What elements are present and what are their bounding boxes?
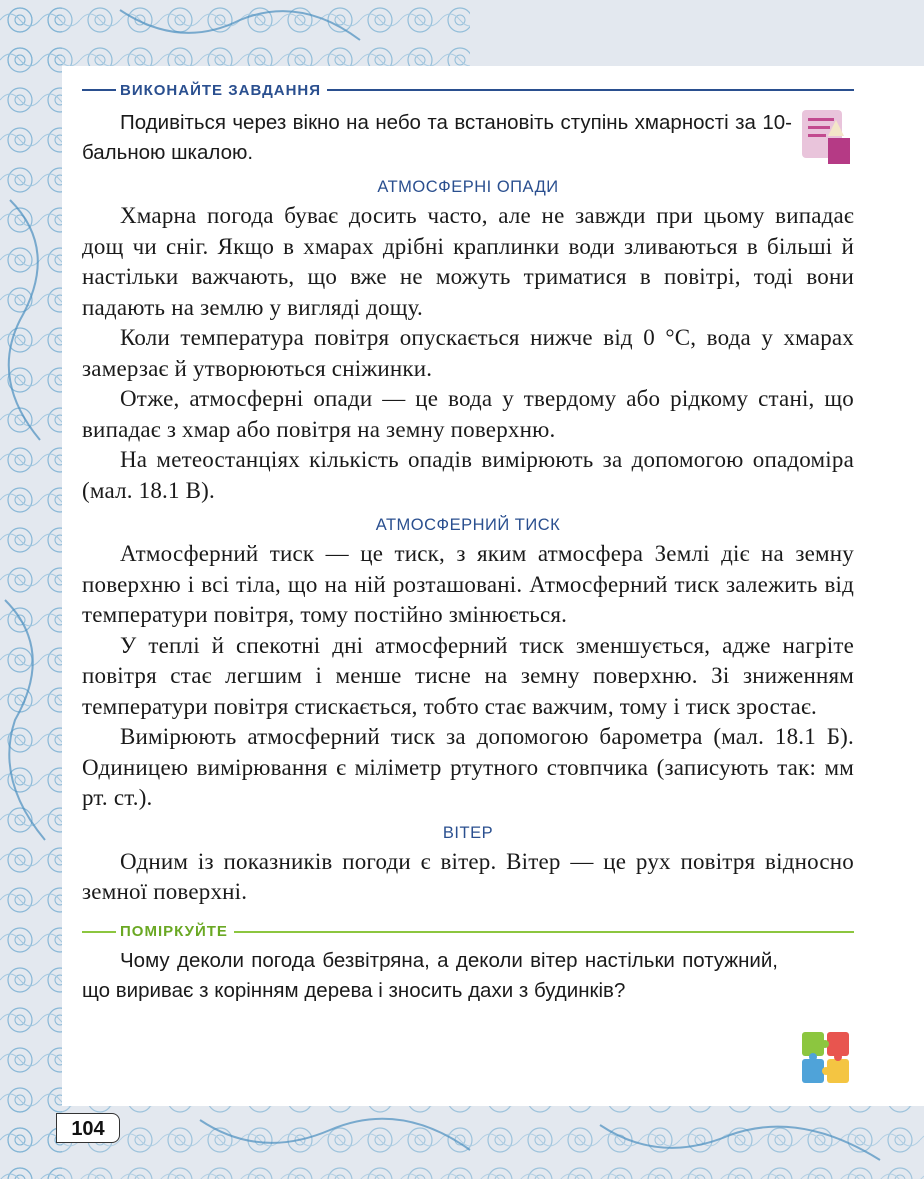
paragraph: У теплі й спекотні дні атмосферний тиск зменшується, адже нагріте повітря стає легшим і менше тисне на земну поверхню. Зі зниженням температури повітря стискається, тобто стає важчим, тому і тиск зростає.: [82, 632, 854, 719]
page-content: [82, 66, 854, 1006]
think-rule-left: [82, 931, 116, 933]
section-title-precipitation: АТМОСФЕРНІ ОПАДИ: [377, 178, 559, 196]
paragraph: Атмосферний тиск — це тиск, з яким атмосфера Землі діє на земну поверхню і всі тіла, що на ній розташовані. Атмосферний тиск залежить від температури повітря, тому постійно змінюється.: [82, 541, 854, 627]
think-header: [82, 922, 854, 942]
paragraph: Отже, атмосферні опади — це вода у твердому або рідкому стані, що випадає з хмар або повітря на земну поверхню.: [82, 386, 854, 442]
section-title-pressure: АТМОСФЕРНИЙ ТИСК: [375, 516, 561, 534]
section-title-wind: ВІТЕР: [442, 823, 494, 842]
puzzle-icon: [800, 1030, 852, 1086]
task-text: Подивіться через вікно на небо та встановіть ступінь хмарності за 10-бальною шкалою.: [82, 111, 792, 164]
task-rule-right: [327, 89, 854, 91]
page-number: 104: [56, 1113, 120, 1143]
think-rule-right: [234, 931, 854, 933]
paragraph: Вимірюють атмосферний тиск за допомогою барометра (мал. 18.1 Б). Одиницею вимірювання є міліметр ртутного стовпчика (записують так: мм рт. ст.).: [82, 724, 854, 810]
task-rule-left: [82, 89, 116, 91]
paragraph: Хмарна погода буває досить часто, але не завжди при цьому випадає дощ чи сніг. Якщо в хмарах дрібні краплинки води зливаються в більші й настільки важчають, що вже не можуть триматися в повітрі, тоді вони падають на землю у вигляді дощу.: [82, 203, 854, 320]
task-title: ВИКОНАЙТЕ ЗАВДАННЯ: [120, 81, 322, 99]
paragraph: Коли температура повітря опускається нижче від 0 °С, вода у хмарах замерзає й утворюються сніжинки.: [82, 325, 854, 381]
paragraph: На метеостанціях кількість опадів вимірюють за допомогою опадоміра (мал. 18.1 В).: [82, 447, 854, 503]
task-header: [82, 80, 854, 100]
think-title: ПОМІРКУЙТЕ: [120, 923, 228, 940]
paragraph: Одним із показників погоди є вітер. Вітер — це рух повітря відносно земної поверхні.: [82, 848, 854, 904]
task-pencil-icon: [800, 106, 854, 166]
think-text: Чому деколи погода безвітряна, а деколи вітер настільки потужний, що вириває з корінням дерева і зносить дахи з будинків?: [82, 948, 778, 1002]
